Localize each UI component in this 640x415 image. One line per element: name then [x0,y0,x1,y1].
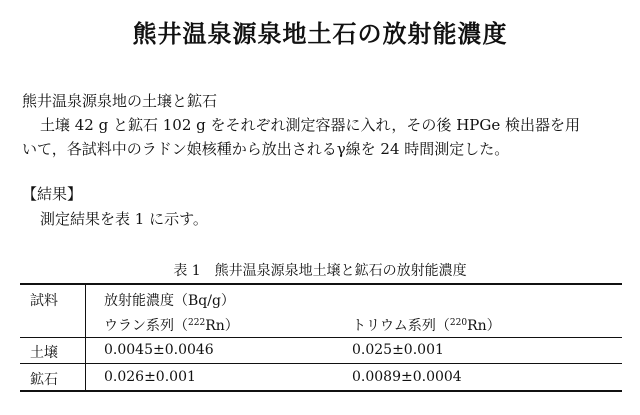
header-sample: 試料 [30,293,58,309]
thorium-isotope: Rn） [467,318,501,334]
row-soil-sample: 土壌 [30,345,58,361]
thorium-series-name: トリウム系列（ [352,318,450,334]
table-row-rule [20,363,622,364]
row-ore-sample: 鉱石 [30,372,58,388]
row-ore-thorium: 0.0089±0.0004 [352,369,462,385]
table-column-divider [85,283,86,392]
uranium-isotope-mass: 222 [188,318,206,328]
results-text: 測定結果を表 1 に示す。 [40,210,208,228]
page-title: 熊井温泉源泉地土石の放射能濃度 [132,19,508,48]
table-bottom-rule [20,390,622,392]
table-top-rule [20,283,622,285]
uranium-series-name: ウラン系列（ [104,318,188,334]
paragraph-line-2: いて，各試料中のラドン娘核種から放出されるγ線を 24 時間測定した。 [22,140,510,158]
table-caption: 表 1 熊井温泉源泉地土壌と鉱石の放射能濃度 [173,263,467,279]
row-ore-uranium: 0.026±0.001 [104,369,196,385]
paragraph-line-1: 土壌 42 g と鉱石 102 g をそれぞれ測定容器に入れ，その後 HPGe 検出器を用 [40,116,581,134]
section-heading: 熊井温泉源泉地の土壌と鉱石 [22,92,218,110]
header-activity: 放射能濃度（Bq/g） [104,293,235,309]
header-thorium-series [352,315,501,335]
row-soil-uranium: 0.0045±0.0046 [104,342,214,358]
uranium-isotope: Rn） [205,318,239,334]
table-header-rule [20,337,622,338]
header-uranium-series [104,315,239,335]
thorium-isotope-mass: 220 [449,318,468,328]
row-soil-thorium: 0.025±0.001 [352,342,444,358]
results-heading: 【結果】 [22,185,83,203]
